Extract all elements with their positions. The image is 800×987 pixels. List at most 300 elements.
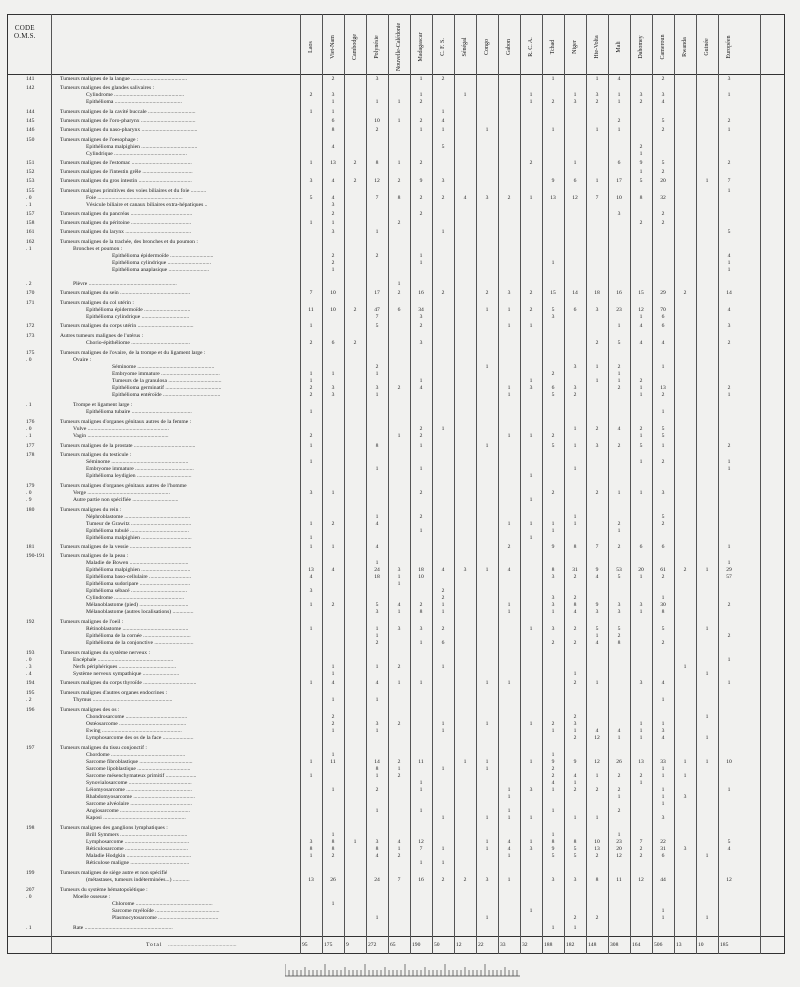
cell-value: 1 bbox=[331, 544, 335, 550]
cell-value: 3 bbox=[573, 877, 577, 883]
cell-value: 4 bbox=[617, 426, 621, 432]
row-label: Tumeurs malignes de la vessie ............................................ bbox=[60, 544, 192, 550]
cell-value: 1 bbox=[309, 773, 313, 779]
cell-value: 1 bbox=[309, 680, 313, 686]
cell-value: 1 bbox=[397, 433, 401, 439]
cell-value: 1 bbox=[309, 521, 313, 527]
cell-value: 4 bbox=[661, 680, 665, 686]
cell-value: 1 bbox=[419, 127, 423, 133]
cell-value: 4 bbox=[331, 680, 335, 686]
cell-value: 2 bbox=[661, 521, 665, 527]
row-label: Tumeurs malignes de l'oeil : bbox=[60, 619, 124, 625]
cell-value: 6 bbox=[331, 340, 335, 346]
cell-value: 4 bbox=[727, 846, 731, 852]
cell-value: 2 bbox=[661, 459, 665, 465]
cell-value: 2 bbox=[353, 160, 357, 166]
cell-value: 2 bbox=[419, 160, 423, 166]
cell-value: 1 bbox=[705, 626, 709, 632]
total-value: 188 bbox=[544, 942, 553, 948]
row-code: 141 bbox=[26, 76, 35, 82]
cell-value: 1 bbox=[419, 92, 423, 98]
cell-value: 3 bbox=[617, 211, 621, 217]
cell-value: 1 bbox=[331, 728, 335, 734]
row-label: Verge ........................................................... bbox=[73, 490, 170, 496]
cell-value: 32 bbox=[660, 195, 666, 201]
cell-value: 1 bbox=[507, 433, 511, 439]
cell-value: 1 bbox=[529, 839, 533, 845]
cell-value: 2 bbox=[331, 521, 335, 527]
cell-value: 1 bbox=[309, 535, 313, 541]
cell-value: 8 bbox=[639, 195, 643, 201]
cell-value: 15 bbox=[638, 290, 644, 296]
cell-value: 1 bbox=[595, 680, 599, 686]
row-code: . 0 bbox=[26, 357, 32, 363]
cell-value: 31 bbox=[660, 846, 666, 852]
cell-value: 1 bbox=[419, 253, 423, 259]
cell-value: 1 bbox=[573, 443, 577, 449]
total-value: 164 bbox=[632, 942, 641, 948]
cell-value: 8 bbox=[309, 846, 313, 852]
total-value: 12 bbox=[456, 942, 462, 948]
cell-value: 4 bbox=[397, 839, 401, 845]
cell-value: 1 bbox=[573, 728, 577, 734]
cell-value: 1 bbox=[683, 664, 687, 670]
cell-value: 1 bbox=[397, 609, 401, 615]
row-label: Tumeurs malignes du système nerveux : bbox=[60, 650, 151, 656]
cell-value: 2 bbox=[309, 92, 313, 98]
cell-value: 1 bbox=[617, 127, 621, 133]
cell-value: 2 bbox=[441, 195, 445, 201]
table-row bbox=[0, 696, 800, 704]
row-code: 199 bbox=[26, 870, 35, 876]
cell-value: 18 bbox=[374, 574, 380, 580]
cell-value: 14 bbox=[572, 290, 578, 296]
cell-value: 1 bbox=[309, 759, 313, 765]
table-row bbox=[0, 670, 800, 678]
column-header bbox=[390, 20, 408, 74]
cell-value: 34 bbox=[418, 307, 424, 313]
cell-value: 1 bbox=[375, 514, 379, 520]
cell-value: 3 bbox=[595, 92, 599, 98]
cell-value: 2 bbox=[639, 220, 643, 226]
cell-value: 4 bbox=[661, 99, 665, 105]
row-code: . 4 bbox=[26, 671, 32, 677]
cell-value: 1 bbox=[727, 560, 731, 566]
column-header-label: Guinée bbox=[703, 38, 710, 56]
cell-value: 1 bbox=[661, 697, 665, 703]
cell-value: 1 bbox=[375, 697, 379, 703]
table-row bbox=[0, 210, 800, 218]
row-code: . 1 bbox=[26, 402, 32, 408]
row-code: 181 bbox=[26, 544, 35, 550]
cell-value: 2 bbox=[551, 490, 555, 496]
table-row bbox=[0, 679, 800, 687]
row-label: Maladie Hodgkin .............................................. bbox=[86, 853, 192, 859]
cell-value: 1 bbox=[551, 127, 555, 133]
cell-value: 1 bbox=[595, 378, 599, 384]
cell-value: 2 bbox=[551, 371, 555, 377]
table-row bbox=[0, 168, 800, 176]
cell-value: 1 bbox=[661, 364, 665, 370]
cell-value: 3 bbox=[309, 588, 313, 594]
cell-value: 26 bbox=[330, 877, 336, 883]
cell-value: 1 bbox=[485, 680, 489, 686]
cell-value: 5 bbox=[573, 846, 577, 852]
cell-value: 1 bbox=[573, 521, 577, 527]
total-value: 32 bbox=[522, 942, 528, 948]
table-row bbox=[0, 734, 800, 742]
table-row bbox=[0, 639, 800, 647]
row-label: Bronches et poumon : bbox=[73, 246, 123, 252]
row-label: Autre partie non spécifiée ................................. bbox=[73, 497, 179, 503]
cell-value: 1 bbox=[485, 815, 489, 821]
cell-value: 1 bbox=[397, 581, 401, 587]
cell-value: 1 bbox=[485, 443, 489, 449]
cell-value: 1 bbox=[617, 490, 621, 496]
cell-value: 16 bbox=[418, 290, 424, 296]
column-header bbox=[544, 20, 562, 74]
cell-value: 8 bbox=[573, 602, 577, 608]
cell-value: 2 bbox=[353, 340, 357, 346]
row-label: Sarcome lipoblastique ...................................... bbox=[86, 766, 191, 772]
cell-value: 2 bbox=[331, 602, 335, 608]
cell-value: 47 bbox=[374, 307, 380, 313]
cell-value: 2 bbox=[573, 915, 577, 921]
row-label: Synovialosarcome ............................................. bbox=[86, 780, 192, 786]
cell-value: 2 bbox=[639, 853, 643, 859]
row-code: 150 bbox=[26, 137, 35, 143]
cell-value: 1 bbox=[397, 99, 401, 105]
cell-value: 1 bbox=[353, 839, 357, 845]
row-label: Kaposi ........................................................... bbox=[86, 815, 186, 821]
cell-value: 1 bbox=[705, 714, 709, 720]
cell-value: 1 bbox=[683, 773, 687, 779]
cell-value: 2 bbox=[375, 127, 379, 133]
row-code: 180 bbox=[26, 507, 35, 513]
cell-value: 1 bbox=[617, 371, 621, 377]
cell-value: 3 bbox=[331, 202, 335, 208]
row-code: 155 bbox=[26, 188, 35, 194]
cell-value: 1 bbox=[727, 544, 731, 550]
cell-value: 8 bbox=[551, 567, 555, 573]
cell-value: 1 bbox=[309, 409, 313, 415]
cell-value: 1 bbox=[331, 267, 335, 273]
cell-value: 1 bbox=[309, 853, 313, 859]
total-value: 182 bbox=[566, 942, 575, 948]
cell-value: 2 bbox=[639, 144, 643, 150]
row-label: Rate ............................................................... bbox=[73, 925, 173, 931]
cell-value: 2 bbox=[617, 544, 621, 550]
cell-value: 1 bbox=[331, 901, 335, 907]
row-code: 207 bbox=[26, 887, 35, 893]
row-label: Epithélioma tubaire ........................................... bbox=[86, 409, 192, 415]
cell-value: 1 bbox=[529, 521, 533, 527]
cell-value: 1 bbox=[397, 846, 401, 852]
cell-value: 1 bbox=[617, 99, 621, 105]
cell-value: 30 bbox=[660, 602, 666, 608]
cell-value: 1 bbox=[573, 160, 577, 166]
total-value: 185 bbox=[720, 942, 729, 948]
cell-value: 1 bbox=[727, 680, 731, 686]
cell-value: 3 bbox=[419, 340, 423, 346]
cell-value: 1 bbox=[595, 815, 599, 821]
cell-value: 1 bbox=[551, 752, 555, 758]
cell-value: 8 bbox=[573, 839, 577, 845]
cell-value: 3 bbox=[661, 728, 665, 734]
cell-value: 1 bbox=[529, 433, 533, 439]
table-row bbox=[0, 228, 800, 236]
row-label: Epithélioma de la cornée .................................. bbox=[86, 633, 191, 639]
cell-value: 1 bbox=[419, 680, 423, 686]
cell-value: 1 bbox=[661, 787, 665, 793]
table-row bbox=[0, 159, 800, 167]
column-header bbox=[632, 20, 650, 74]
cell-value: 5 bbox=[661, 626, 665, 632]
cell-value: 1 bbox=[507, 680, 511, 686]
row-code: 175 bbox=[26, 350, 35, 356]
code-oms-header bbox=[14, 24, 36, 40]
row-label: Epithélioma épidermoïde ................................. bbox=[86, 307, 191, 313]
cell-value: 1 bbox=[727, 459, 731, 465]
cell-value: 3 bbox=[551, 314, 555, 320]
cell-value: 1 bbox=[573, 92, 577, 98]
cell-value: 2 bbox=[661, 76, 665, 82]
cell-value: 1 bbox=[639, 490, 643, 496]
column-header bbox=[412, 20, 430, 74]
cell-value: 9 bbox=[419, 178, 423, 184]
cell-value: 1 bbox=[485, 567, 489, 573]
scale-ruler bbox=[285, 963, 520, 977]
row-label: Sarcome alvéolaire ............................................ bbox=[86, 801, 192, 807]
cell-value: 2 bbox=[639, 846, 643, 852]
row-label: Epithélioma épidermoïde ............................... bbox=[112, 253, 214, 259]
row-label: Système nerveux sympathique .......................... bbox=[73, 671, 180, 677]
cell-value: 1 bbox=[507, 808, 511, 814]
cell-value: 1 bbox=[419, 76, 423, 82]
cell-value: 3 bbox=[727, 76, 731, 82]
cell-value: 1 bbox=[705, 671, 709, 677]
cell-value: 6 bbox=[551, 385, 555, 391]
column-header-label: Madagascar bbox=[417, 32, 424, 62]
row-label: Sarcome mésenchymateux primitif ...................... bbox=[86, 773, 197, 779]
column-header-label: C. F. S. bbox=[439, 38, 446, 56]
cell-value: 2 bbox=[441, 76, 445, 82]
table-row bbox=[0, 543, 800, 551]
cell-value: 2 bbox=[595, 787, 599, 793]
cell-value: 12 bbox=[594, 759, 600, 765]
cell-value: 44 bbox=[660, 877, 666, 883]
cell-value: 3 bbox=[375, 385, 379, 391]
cell-value: 2 bbox=[551, 433, 555, 439]
row-label: Epithélioma sudoripare .................................... bbox=[86, 581, 191, 587]
cell-value: 1 bbox=[661, 794, 665, 800]
cell-value: 1 bbox=[397, 574, 401, 580]
column-header bbox=[522, 20, 540, 74]
row-code: . 1 bbox=[26, 925, 32, 931]
cell-value: 1 bbox=[595, 76, 599, 82]
cell-value: 3 bbox=[331, 229, 335, 235]
table-row bbox=[0, 432, 800, 440]
row-label: Tumeurs malignes du col utérin : bbox=[60, 300, 134, 306]
cell-value: 1 bbox=[617, 735, 621, 741]
row-label: Tumeurs malignes de l'estomac ........................................... bbox=[60, 160, 192, 166]
cell-value: 8 bbox=[661, 609, 665, 615]
cell-value: 3 bbox=[617, 602, 621, 608]
cell-value: 1 bbox=[595, 127, 599, 133]
row-label: Chondrosarcome ............................................ bbox=[86, 714, 188, 720]
cell-value: 1 bbox=[375, 728, 379, 734]
cell-value: 2 bbox=[551, 99, 555, 105]
cell-value: 1 bbox=[507, 323, 511, 329]
row-label: Cylindrique .................................................... bbox=[86, 151, 187, 157]
cell-value: 5 bbox=[375, 602, 379, 608]
row-label: Ewing ......................................................... bbox=[86, 728, 182, 734]
cell-value: 2 bbox=[463, 877, 467, 883]
cell-value: 2 bbox=[507, 195, 511, 201]
row-label: Tumeurs malignes de l'intestin grêle .................................... bbox=[60, 169, 193, 175]
cell-value: 2 bbox=[727, 340, 731, 346]
row-label: Tumeurs malignes de la langue ........................................ bbox=[60, 76, 188, 82]
cell-value: 3 bbox=[375, 609, 379, 615]
cell-value: 5 bbox=[661, 426, 665, 432]
row-label: Mélanoblastome (autres localisations) ............... bbox=[86, 609, 194, 615]
cell-value: 14 bbox=[726, 290, 732, 296]
row-label: Tumeurs malignes de l'ovaire, de la trompe et du ligament large : bbox=[60, 350, 206, 356]
row-label: Tumeurs malignes de siège autre et non spécifié bbox=[60, 870, 168, 876]
cell-value: 1 bbox=[529, 497, 533, 503]
cell-value: 8 bbox=[551, 839, 555, 845]
cell-value: 2 bbox=[595, 426, 599, 432]
column-header bbox=[566, 20, 584, 74]
cell-value: 2 bbox=[309, 433, 313, 439]
cell-value: 1 bbox=[639, 574, 643, 580]
table-row bbox=[0, 339, 800, 347]
column-header bbox=[368, 20, 386, 74]
cell-value: 1 bbox=[727, 188, 731, 194]
cell-value: 1 bbox=[507, 392, 511, 398]
cell-value: 1 bbox=[375, 633, 379, 639]
cell-value: 2 bbox=[617, 521, 621, 527]
row-label: Ostéosarcome ................................................ bbox=[86, 721, 187, 727]
cell-value: 2 bbox=[617, 633, 621, 639]
cell-value: 2 bbox=[551, 766, 555, 772]
cell-value: 4 bbox=[595, 728, 599, 734]
row-code: 172 bbox=[26, 323, 35, 329]
cell-value: 5 bbox=[639, 178, 643, 184]
cell-value: 1 bbox=[309, 626, 313, 632]
cell-value: 57 bbox=[726, 574, 732, 580]
table-row bbox=[0, 534, 800, 542]
column-header-label: Gabon bbox=[505, 39, 512, 55]
cell-value: 1 bbox=[441, 609, 445, 615]
column-header bbox=[720, 20, 738, 74]
cell-value: 1 bbox=[529, 378, 533, 384]
cell-value: 1 bbox=[485, 364, 489, 370]
row-label: Sarcome fibroblastique ...................................... bbox=[86, 759, 193, 765]
row-code: 161 bbox=[26, 229, 35, 235]
row-code: . 2 bbox=[26, 281, 32, 287]
cell-value: 14 bbox=[374, 759, 380, 765]
cell-value: 5 bbox=[661, 118, 665, 124]
cell-value: 2 bbox=[661, 169, 665, 175]
cell-value: 3 bbox=[331, 92, 335, 98]
cell-value: 1 bbox=[485, 846, 489, 852]
row-label: Tumeurs malignes du testicule : bbox=[60, 452, 132, 458]
column-header bbox=[676, 20, 694, 74]
table-row bbox=[0, 117, 800, 125]
cell-value: 1 bbox=[727, 392, 731, 398]
row-label: Vagin .......................................................... bbox=[73, 433, 169, 439]
cell-value: 12 bbox=[726, 877, 732, 883]
cell-value: 1 bbox=[507, 609, 511, 615]
row-label: Tumeurs malignes du sein .................................................. bbox=[60, 290, 191, 296]
cell-value: 1 bbox=[617, 323, 621, 329]
cell-value: 13 bbox=[638, 759, 644, 765]
cell-value: 2 bbox=[727, 160, 731, 166]
column-header bbox=[588, 20, 606, 74]
cell-value: 1 bbox=[529, 323, 533, 329]
table-row bbox=[0, 496, 800, 504]
cell-value: 1 bbox=[727, 127, 731, 133]
cell-value: 1 bbox=[485, 759, 489, 765]
cell-value: 2 bbox=[529, 160, 533, 166]
cell-value: 1 bbox=[639, 735, 643, 741]
cell-value: 8 bbox=[573, 544, 577, 550]
cell-value: 5 bbox=[661, 160, 665, 166]
cell-value: 3 bbox=[375, 839, 379, 845]
cell-value: 3 bbox=[595, 443, 599, 449]
cell-value: 3 bbox=[551, 574, 555, 580]
column-header-label: Nouvelle-Calédonie bbox=[395, 22, 402, 72]
cell-value: 4 bbox=[551, 780, 555, 786]
row-label: Moelle osseuse : bbox=[73, 894, 111, 900]
cell-value: 5 bbox=[551, 853, 555, 859]
cell-value: 1 bbox=[507, 794, 511, 800]
cell-value: 4 bbox=[375, 680, 379, 686]
cell-value: 20 bbox=[660, 178, 666, 184]
row-code: 152 bbox=[26, 169, 35, 175]
cell-value: 3 bbox=[309, 178, 313, 184]
cell-value: 1 bbox=[419, 260, 423, 266]
table-row bbox=[0, 289, 800, 297]
cell-value: 2 bbox=[397, 664, 401, 670]
column-header-label: Viet-Nam bbox=[329, 35, 336, 59]
cell-value: 8 bbox=[375, 160, 379, 166]
cell-value: 1 bbox=[507, 815, 511, 821]
row-code: . 0 bbox=[26, 426, 32, 432]
cell-value: 3 bbox=[551, 602, 555, 608]
cell-value: 1 bbox=[661, 908, 665, 914]
cell-value: 1 bbox=[419, 466, 423, 472]
cell-value: 2 bbox=[727, 385, 731, 391]
cell-value: 5 bbox=[551, 443, 555, 449]
cell-value: 2 bbox=[331, 714, 335, 720]
cell-value: 13 bbox=[308, 877, 314, 883]
row-code: 178 bbox=[26, 452, 35, 458]
cell-value: 5 bbox=[551, 307, 555, 313]
cell-value: 2 bbox=[683, 290, 687, 296]
cell-value: 2 bbox=[309, 385, 313, 391]
cell-value: 1 bbox=[419, 808, 423, 814]
cell-value: 1 bbox=[551, 528, 555, 534]
cell-value: 5 bbox=[727, 229, 731, 235]
cell-value: 3 bbox=[617, 609, 621, 615]
cell-value: 3 bbox=[573, 364, 577, 370]
cell-value: 2 bbox=[419, 514, 423, 520]
cell-value: 10 bbox=[330, 290, 336, 296]
cell-value: 2 bbox=[661, 640, 665, 646]
cell-value: 33 bbox=[660, 759, 666, 765]
